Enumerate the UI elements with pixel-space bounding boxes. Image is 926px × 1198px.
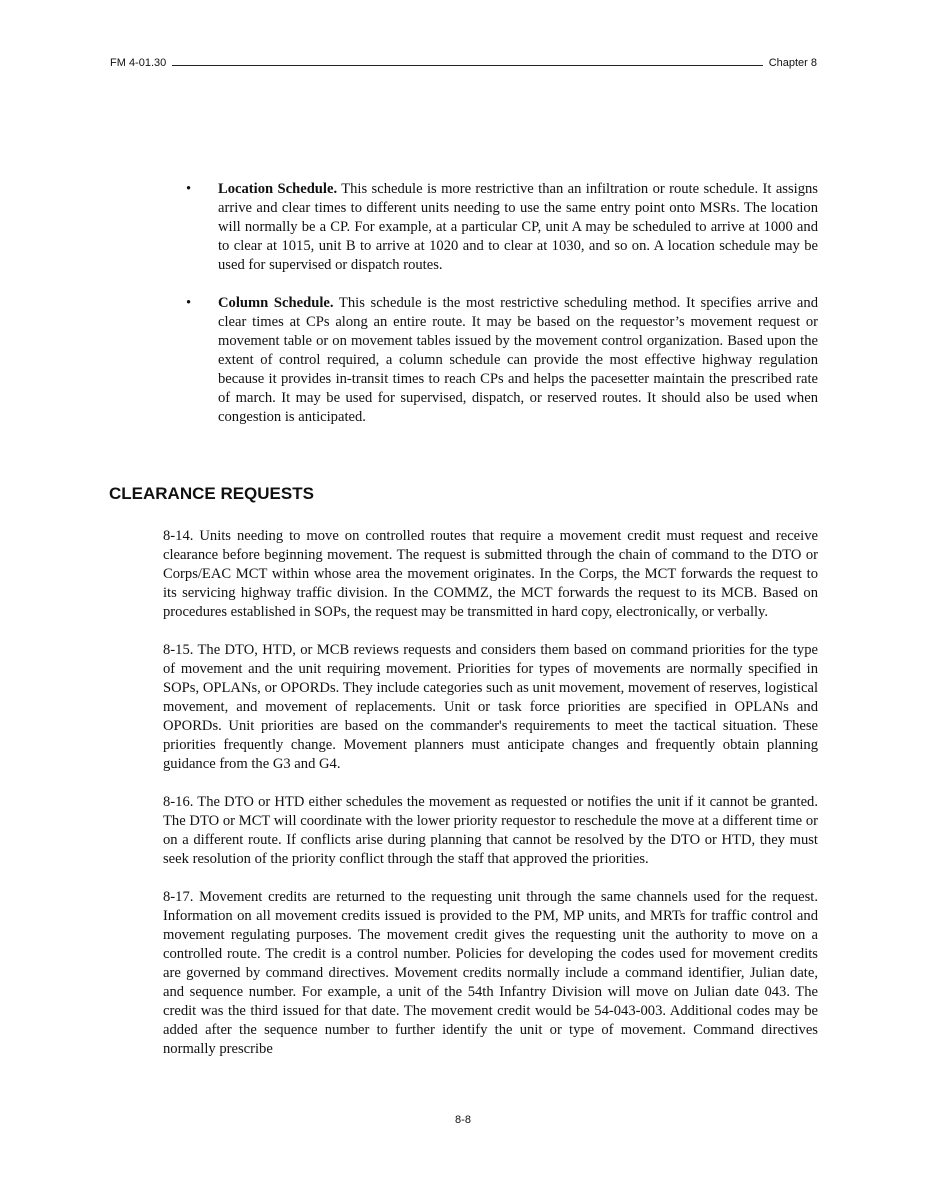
bullet-title: Column Schedule. [218, 295, 334, 311]
body-paragraphs [163, 527, 818, 1078]
paragraph: 8-14. Units needing to move on controlled routes that require a movement credit must request and receive clearance before beginning movement. The request is submitted through the chain of command to the DTO or Corps/EAC MCT within whose area the movement originates. In the Corps, the MCT forwards the request to its servicing highway traffic division. In the COMMZ, the MCT forwards the request to its MCB. Based on procedures established in SOPs, the request may be transmitted in hard copy, electronically, or verbally. [163, 528, 818, 620]
bullet-item [186, 180, 818, 275]
paragraph: 8-15. The DTO, HTD, or MCB reviews requests and considers them based on command priorities for the type of movement and the unit requiring movement. Priorities for types of movements are normally specified in SOPs, OPLANs, or OPORDs. They include categories such as unit movement, movement of reserves, logistical movement, and movement of replacements. Unit or task force priorities are specified in OPLANs and OPORDs. Unit priorities are based on the commander's requirements to meet the tactical situation. These priorities frequently change. Movement planners must anticipate changes and frequently obtain planning guidance from the G3 and G4. [163, 642, 818, 772]
page-number: 8-8 [455, 1114, 471, 1126]
bullet-item [186, 294, 818, 427]
bullet-list [186, 180, 818, 446]
bullet-dot-icon: • [186, 181, 192, 197]
bullet-text: This schedule is the most restrictive scheduling method. It specifies arrive and clear times at CPs along an entire route. It may be based on the requestor’s movement request or movement table or on movement tables issued by the movement control organization. Based upon the extent of control required, a column schedule can provide the most effective highway regulation because it provides in-transit times to reach CPs and helps the pacesetter maintain the prescribed rate of march. It may be used for supervised, dispatch, or reserved routes. It should also be used when congestion is anticipated. [218, 295, 819, 425]
paragraph: 8-17. Movement credits are returned to the requesting unit through the same channels used for the request. Information on all movement credits issued is provided to the PM, MP units, and MRTs for traffic control and movement regulating purposes. The movement credit gives the requesting unit the authority to move on a controlled route. The credit is a control number. Policies for developing the codes used for movement credits are governed by command directives. Movement credits normally include a command identifier, Julian date, and sequence number. For example, a unit of the 54th Infantry Division will move on Julian date 043. The credit was the third issued for that date. The movement credit would be 54-043-003. Additional codes may be added after the sequence number to further identify the unit or type of movement. Command directives normally prescribe [163, 889, 818, 1057]
paragraph: 8-16. The DTO or HTD either schedules the movement as requested or notifies the unit if it cannot be granted. The DTO or MCT will coordinate with the lower priority requestor to reschedule the move at a different time or on a different route. If conflicts arise during planning that cannot be resolved by the DTO or HTD, they must seek resolution of the priority conflict through the staff that approved the priorities. [163, 794, 818, 867]
page-header [110, 53, 817, 69]
bullet-text: This schedule is more restrictive than an infiltration or route schedule. It assigns arrive and clear times to different units needing to use the same entry point onto MSRs. The location will normally be a CP. For example, at a particular CP, unit A may be scheduled to arrive at 1000 and to clear at 1015, unit B to arrive at 1020 and to clear at 1030, and so on. A location schedule may be used for supervised or dispatch routes. [218, 181, 818, 273]
section-heading: CLEARANCE REQUESTS [109, 484, 314, 503]
header-chapter: Chapter 8 [768, 57, 817, 69]
bullet-title: Location Schedule. [218, 181, 338, 197]
bullet-dot-icon: • [186, 295, 192, 311]
header-manual-id: FM 4-01.30 [110, 57, 167, 69]
header-rule [172, 65, 762, 66]
